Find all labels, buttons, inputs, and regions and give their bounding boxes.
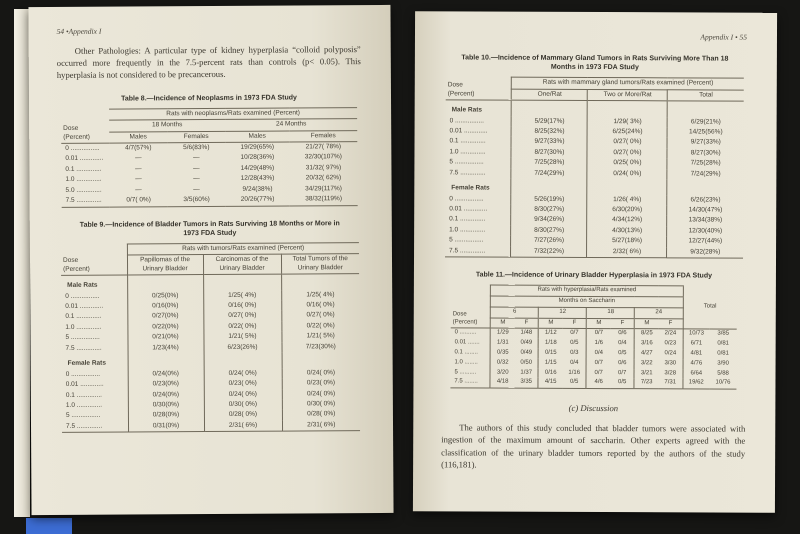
table-cell — [204, 353, 282, 369]
table-cell — [587, 179, 667, 195]
table-cell: 4/15 — [538, 378, 562, 388]
table-cell: 0/5 — [569, 379, 579, 386]
table-cell: 0/15 — [539, 349, 563, 359]
table-cell: 7.5 ........ — [454, 378, 478, 385]
table-cell: 4/27 — [635, 349, 659, 359]
table-cell: 5 ................ — [449, 236, 484, 244]
table-cell: 20/32( 62%) — [305, 174, 342, 182]
table-cell: 6/64 — [683, 369, 710, 379]
table-cell: 1.0 .............. — [449, 148, 486, 156]
right-page-content — [413, 11, 777, 472]
table-cell: 0 ................ — [65, 292, 100, 300]
table-cell: 5/88 — [717, 370, 729, 377]
discussion-heading: (c) Discussion — [568, 403, 619, 414]
table-row — [446, 100, 744, 117]
table-cell: 0/27( 0%) — [587, 137, 667, 148]
table-cell: 19/62 — [682, 379, 709, 389]
table-cell: 0.01 ............. — [449, 205, 488, 213]
table-row — [445, 246, 743, 258]
table-cell: 7.5 .............. — [449, 169, 486, 177]
table-cell: 7/23(30%) — [282, 342, 360, 353]
table-cell: 1/48 — [520, 330, 533, 337]
table-cell: 8/30(27%) — [511, 205, 587, 216]
table-cell: 6/30(20%) — [587, 205, 667, 216]
table-cell: 0.1 .............. — [65, 391, 102, 399]
table-10-col-one-rat: One/Rat — [512, 89, 588, 101]
table-cell: 0.1 .............. — [65, 165, 102, 173]
table-cell — [203, 274, 281, 290]
table-cell: 1/21( 5%) — [281, 331, 359, 342]
table-cell — [667, 179, 743, 195]
table-cell: 20/26(77%) — [240, 195, 275, 204]
table-cell: 8/25 — [635, 329, 659, 339]
table-cell: 10/73 — [683, 329, 710, 339]
table-11-col-f-6: F — [515, 318, 539, 329]
table-cell: 0/25(0%) — [127, 291, 203, 302]
table-11-group-24mo: 24 — [635, 308, 683, 319]
table-cell: 0/27( 0%) — [587, 148, 667, 159]
intro-paragraph: Other Pathologies: A particular type of kidney hyperplasia “colloid polyposis” occurred more frequently in the 7.5-percent rats than controls (p< 0.05). This hyperplasia is not considered to be precancerous. — [56, 44, 361, 81]
table-8-col-males-24: Males — [225, 131, 289, 143]
table-cell: 7.5 .............. — [449, 247, 486, 255]
table-cell: 0.1 ........ — [454, 349, 478, 356]
table-cell — [127, 275, 203, 291]
table-cell: 3/30 — [664, 360, 677, 367]
table-cell: 4/76 — [683, 359, 710, 369]
table-cell: 7/25(28%) — [667, 159, 743, 170]
table-11-col-f-12: F — [563, 318, 587, 329]
table-cell: 0/21(0%) — [127, 332, 203, 343]
table-row — [62, 352, 360, 369]
table-cell: 0/32 — [490, 358, 514, 368]
table-cell: 0/5 — [617, 379, 627, 386]
table-cell: 1/16 — [568, 369, 581, 376]
table-cell: 14/25(56%) — [668, 127, 744, 138]
table-cell: 3/22 — [634, 359, 658, 369]
table-cell: 0/4 — [618, 340, 627, 347]
table-cell: 1/21( 5%) — [203, 332, 281, 343]
table-cell: 4/18 — [490, 378, 514, 388]
table-cell: 0/31(0%) — [128, 421, 204, 432]
table-cell: 0/4 — [587, 349, 611, 359]
table-cell: 0.01 ............. — [65, 155, 104, 163]
table-cell: 9/24(38%) — [242, 185, 273, 193]
table-cell: 5.0 .............. — [65, 186, 102, 194]
table-cell: 7.5 .............. — [65, 196, 102, 205]
table-cell: 10/28(36%) — [240, 154, 275, 162]
table-cell: 12/30(40%) — [667, 226, 743, 237]
table-cell: 34/29(117%) — [305, 184, 342, 193]
table-cell: 0/81 — [717, 340, 730, 347]
table-9-col-papillomas: Papillomas of the Urinary Bladder — [127, 255, 203, 275]
table-cell: 1.0 .............. — [65, 323, 102, 331]
table-cell: 0.01 ............. — [449, 127, 488, 135]
left-page — [28, 5, 393, 515]
table-cell: 0.01 ....... — [454, 339, 480, 346]
table-cell: 9/32(28%) — [667, 247, 743, 258]
table-cell: 38/32(119%) — [305, 195, 343, 203]
table-cell: 0/7 — [618, 369, 627, 376]
table-cell: 2/24 — [664, 330, 677, 337]
table-cell: 0/49 — [520, 349, 533, 356]
table-cell: 19/29(65%) — [240, 143, 275, 151]
table-cell: 5 .......... — [454, 369, 477, 376]
table-cell: 8/25(32%) — [512, 127, 588, 138]
table-cell: 0/24 — [664, 350, 677, 357]
table-8-dose-header: Dose (Percent) — [61, 109, 109, 144]
table-cell: 0/7( 0%) — [126, 196, 151, 204]
table-cell: 0/22( 0%) — [203, 321, 281, 332]
table-cell: 0/23 — [664, 340, 677, 347]
table-cell: 1/26( 4%) — [587, 195, 667, 206]
table-cell: 0 ................ — [449, 194, 484, 203]
table-cell: 0.1 .............. — [449, 215, 486, 223]
table-cell: 6/23(26%) — [204, 342, 282, 353]
table-8-group-18mo: 18 Months — [109, 120, 225, 132]
table-cell: 0/24( 0%) — [204, 389, 282, 400]
table-11-bladder-hyperplasia — [450, 285, 737, 390]
table-cell: 0.01 ............. — [65, 380, 104, 388]
table-cell: 6/71 — [683, 340, 710, 350]
table-cell: 0.1 .............. — [449, 137, 486, 145]
table-cell: 9/27(33%) — [511, 137, 587, 148]
table-group-label: Male Rats — [67, 281, 98, 290]
table-cell: 8/30(27%) — [511, 226, 587, 237]
table-cell: 0/16( 0%) — [281, 300, 359, 311]
table-cell: 0/6 — [618, 330, 627, 337]
table-8-body — [61, 142, 357, 207]
table-cell: 0.01 ............. — [65, 302, 104, 310]
table-8-span-header: Rats with neoplasms/Rats examined (Percent) — [109, 107, 357, 120]
table-cell: 0/4 — [570, 359, 579, 366]
table-cell: 6/29(21%) — [668, 117, 744, 128]
table-10-dose-header: Dose (Percent) — [446, 77, 512, 100]
table-9-span-header: Rats with tumors/Rats examined (Percent) — [127, 242, 359, 255]
table-row — [450, 378, 736, 390]
table-cell: — — [135, 165, 142, 173]
table-cell: — — [193, 154, 200, 162]
table-9-body — [61, 274, 360, 433]
table-cell: 6/25(24%) — [588, 127, 668, 138]
table-cell: 9/27(33%) — [667, 138, 743, 149]
table-cell: 7/27(26%) — [511, 236, 587, 247]
table-cell: 1/31 — [491, 339, 515, 349]
table-cell: 1.0 ........ — [454, 359, 478, 366]
table-cell: 7/24(29%) — [511, 168, 587, 179]
table-cell: 21/27( 78%) — [305, 143, 342, 151]
table-cell: 4/81 — [683, 349, 710, 359]
table-9-dose-header: Dose (Percent) — [61, 244, 127, 276]
table-row — [62, 420, 360, 433]
table-9-title: Table 9.—Incidence of Bladder Tumors in Rats Surviving 18 Months or More in 1973 FDA Study — [79, 219, 340, 237]
table-cell: 0/30(0%) — [128, 400, 204, 411]
table-cell: 2/31( 6%) — [282, 420, 360, 431]
table-11-col-m-12: M — [539, 318, 563, 329]
table-cell: 0/28( 0%) — [204, 410, 282, 421]
table-10-head — [446, 77, 744, 101]
table-11-months-header: Months on Saccharin — [491, 296, 683, 308]
table-11-dose-header: Dose (Percent) — [451, 285, 491, 328]
table-cell: 0/22(0%) — [127, 322, 203, 333]
table-cell: 7.5 .............. — [65, 422, 103, 430]
table-cell: 0/27( 0%) — [281, 311, 359, 322]
table-cell: 0/24( 0%) — [204, 368, 282, 379]
table-cell: 7.5 .............. — [65, 344, 102, 352]
table-cell: 7/24(29%) — [667, 169, 743, 180]
table-11-col-f-24: F — [659, 318, 683, 329]
table-group-label: Male Rats — [451, 106, 483, 114]
table-cell: 4/7(57%) — [125, 144, 152, 152]
table-cell: 0/27(0%) — [127, 312, 203, 323]
table-cell: 14/29(48%) — [240, 164, 275, 172]
table-11-col-m-24: M — [635, 318, 659, 329]
table-cell: 0/5 — [618, 350, 627, 357]
table-cell: 7/32(22%) — [511, 246, 587, 257]
table-cell — [668, 101, 744, 117]
table-cell: 14/30(47%) — [667, 205, 743, 216]
table-cell: — — [135, 154, 142, 162]
table-cell: 1/25( 4%) — [203, 290, 281, 301]
table-cell: 5 ................ — [65, 334, 100, 342]
table-cell: 0/81 — [717, 350, 730, 357]
discussion-paragraph: The authors of this study concluded that bladder tumors were associated with ingestion of the maximum amount of saccharin. Other experts agreed with the classification of the urinary bladder tumors reported by the authors of the study (116,181). — [441, 422, 746, 470]
table-cell: 10/76 — [715, 379, 731, 387]
left-folio: 54 •Appendix I — [56, 26, 102, 36]
table-8-col-females-24: Females — [289, 130, 357, 142]
table-cell: 4/34(12%) — [587, 215, 667, 226]
table-9-bladder-tumors — [61, 242, 360, 433]
table-cell: 0/23( 0%) — [282, 378, 360, 389]
table-cell: — — [193, 175, 200, 183]
table-cell: 0/7 — [586, 359, 610, 369]
table-cell: 0/24(0%) — [128, 369, 204, 380]
table-10-col-two-or-more: Two or More/Rat — [588, 89, 668, 101]
table-cell — [511, 179, 587, 195]
table-cell: 0/23( 0%) — [204, 379, 282, 390]
table-cell: — — [135, 186, 142, 194]
table-11-col-m-6: M — [491, 318, 515, 329]
table-cell: 3/20 — [490, 368, 514, 378]
table-cell: 0/24( 0%) — [282, 389, 360, 400]
table-11-body — [450, 328, 736, 389]
table-cell: 0/27( 0%) — [203, 311, 281, 322]
table-9-col-total: Total Tumors of the Urinary Bladder — [281, 254, 359, 274]
table-cell: — — [193, 185, 200, 193]
table-cell: 1/37 — [520, 369, 533, 376]
table-cell: 3/16 — [635, 339, 659, 349]
table-cell: 5/29(17%) — [512, 116, 588, 127]
table-cell: 0/16 — [538, 368, 562, 378]
table-cell — [281, 274, 359, 290]
table-cell: 7/23 — [634, 379, 658, 389]
table-row — [62, 194, 358, 207]
table-11-span-header: Rats with hyperplasia/Rats examined — [491, 285, 683, 297]
table-cell: 32/30(107%) — [304, 153, 343, 161]
table-10-span-header: Rats with mammary gland tumors/Rats examined (Percent) — [512, 77, 744, 89]
table-cell: — — [135, 175, 142, 183]
table-cell — [282, 352, 360, 368]
table-11-col-m-18: M — [587, 318, 611, 329]
page-edges-strip — [14, 9, 30, 517]
table-cell: 1/18 — [539, 339, 563, 349]
table-cell: 5/27(18%) — [587, 236, 667, 247]
table-cell: 3/90 — [717, 360, 729, 367]
table-cell: 13/34(38%) — [667, 216, 743, 227]
table-cell: 4/6 — [586, 378, 610, 388]
table-11-title: Table 11.—Incidence of Urinary Bladder Hyperplasia in 1973 FDA Study — [475, 271, 713, 280]
table-cell: 0/16(0%) — [127, 301, 203, 312]
table-cell: 1/6 — [587, 339, 611, 349]
table-cell: 1/29 — [491, 329, 515, 339]
table-cell: 8/27(30%) — [511, 147, 587, 158]
table-cell: 0/28(0%) — [128, 410, 204, 421]
table-cell: 6/26(23%) — [667, 195, 743, 206]
table-cell: 0/25( 0%) — [587, 158, 667, 169]
table-row — [445, 178, 743, 195]
table-cell: 7/31 — [664, 379, 677, 386]
table-group-label: Female Rats — [451, 184, 490, 192]
table-cell: 1/12 — [539, 329, 563, 339]
table-cell: 0/24( 0%) — [282, 368, 360, 379]
table-10-body — [445, 100, 744, 258]
table-cell: 0/16( 0%) — [203, 301, 281, 312]
table-cell: — — [193, 164, 200, 172]
table-8-group-24mo: 24 Months — [225, 119, 357, 131]
table-cell: 0 ................ — [65, 144, 100, 152]
table-11-group-12mo: 12 — [539, 307, 587, 318]
table-row — [61, 274, 359, 292]
table-cell: 0/7 — [586, 369, 610, 379]
table-cell: 0 ................ — [449, 116, 484, 125]
table-8-head — [61, 107, 357, 143]
table-cell: 2/31( 6%) — [204, 420, 282, 431]
table-cell: 0/5 — [570, 340, 579, 347]
right-page — [413, 11, 777, 513]
table-cell: 0/7 — [570, 330, 579, 337]
table-cell: 0/35 — [491, 349, 515, 359]
table-10-col-total: Total — [668, 89, 744, 101]
table-cell: 0 ................ — [65, 370, 101, 378]
table-9-col-carcinomas: Carcinomas of the Urinary Bladder — [203, 254, 281, 274]
table-8-title: Table 8.—Incidence of Neoplasms in 1973 FDA Study — [121, 94, 297, 103]
table-group-label: Female Rats — [67, 359, 106, 368]
table-cell: 3/28 — [664, 369, 677, 377]
table-cell: 5 ................ — [65, 412, 101, 420]
table-cell: 5 ................ — [449, 158, 484, 166]
table-10-mammary-tumors — [445, 77, 744, 259]
table-cell: 0/50 — [520, 359, 533, 366]
table-cell: 1/25( 4%) — [281, 290, 359, 301]
table-cell: 0/22( 0%) — [281, 321, 359, 332]
table-cell: 4/30(13%) — [587, 226, 667, 237]
table-cell: 0/30( 0%) — [282, 399, 360, 410]
table-8-neoplasms — [61, 107, 358, 208]
table-cell: 0 .......... — [454, 329, 477, 336]
left-page-content — [28, 5, 393, 433]
table-cell: 7/25(28%) — [511, 158, 587, 169]
table-cell: 0/6 — [618, 359, 627, 366]
table-cell: 12/27(44%) — [667, 237, 743, 248]
table-cell: 31/32( 97%) — [305, 164, 342, 172]
table-11-head — [451, 285, 737, 329]
table-cell: 1.0 .............. — [65, 175, 102, 184]
table-cell: 3/21 — [634, 369, 658, 379]
table-cell — [128, 353, 204, 369]
table-cell: 0/49 — [520, 339, 533, 346]
table-cell: 3/85 — [717, 331, 730, 338]
table-cell: 8/27(30%) — [667, 148, 743, 159]
table-cell: 1/29( 3%) — [588, 116, 668, 127]
table-cell — [512, 100, 588, 116]
table-cell: 9/34(26%) — [511, 215, 587, 226]
table-cell: 3/5(60%) — [183, 196, 210, 204]
table-cell: 0/7 — [587, 329, 611, 339]
table-11-col-f-18: F — [611, 318, 635, 329]
table-cell: 0.1 .............. — [65, 313, 102, 321]
table-9-head — [61, 242, 359, 275]
table-cell: 0/3 — [570, 349, 579, 356]
table-cell: 1/23(4%) — [128, 343, 204, 354]
table-10-title: Table 10.—Incidence of Mammary Gland Tumors in Rats Surviving More Than 18 Months in 1973 FDA Study — [461, 54, 729, 72]
table-8-col-females-18: Females — [167, 131, 225, 143]
table-8-col-males-18: Males — [109, 131, 167, 143]
table-cell: 12/28(43%) — [240, 174, 275, 183]
table-cell: 5/26(19%) — [511, 194, 587, 205]
table-cell: 5/6(83%) — [183, 144, 210, 152]
table-cell — [588, 101, 668, 117]
table-cell: 0/24( 0%) — [587, 169, 667, 180]
table-cell: 0/28( 0%) — [282, 409, 360, 420]
table-11-group-6mo: 6 — [491, 307, 539, 318]
table-cell: 1/15 — [538, 359, 562, 369]
table-cell: 2/32( 6%) — [587, 247, 667, 258]
right-folio: Appendix I • 55 — [700, 32, 748, 42]
table-cell: 1.0 .............. — [65, 401, 103, 409]
blue-tab — [26, 518, 72, 534]
table-cell: 3/35 — [520, 379, 533, 386]
table-cell: 0/24(0%) — [128, 390, 204, 401]
table-11-total-header: Total — [683, 286, 737, 329]
table-cell: 1.0 .............. — [449, 226, 486, 234]
table-cell: 0/23(0%) — [128, 379, 204, 390]
table-11-group-18mo: 18 — [587, 307, 635, 318]
table-cell: 0/30( 0%) — [204, 400, 282, 411]
